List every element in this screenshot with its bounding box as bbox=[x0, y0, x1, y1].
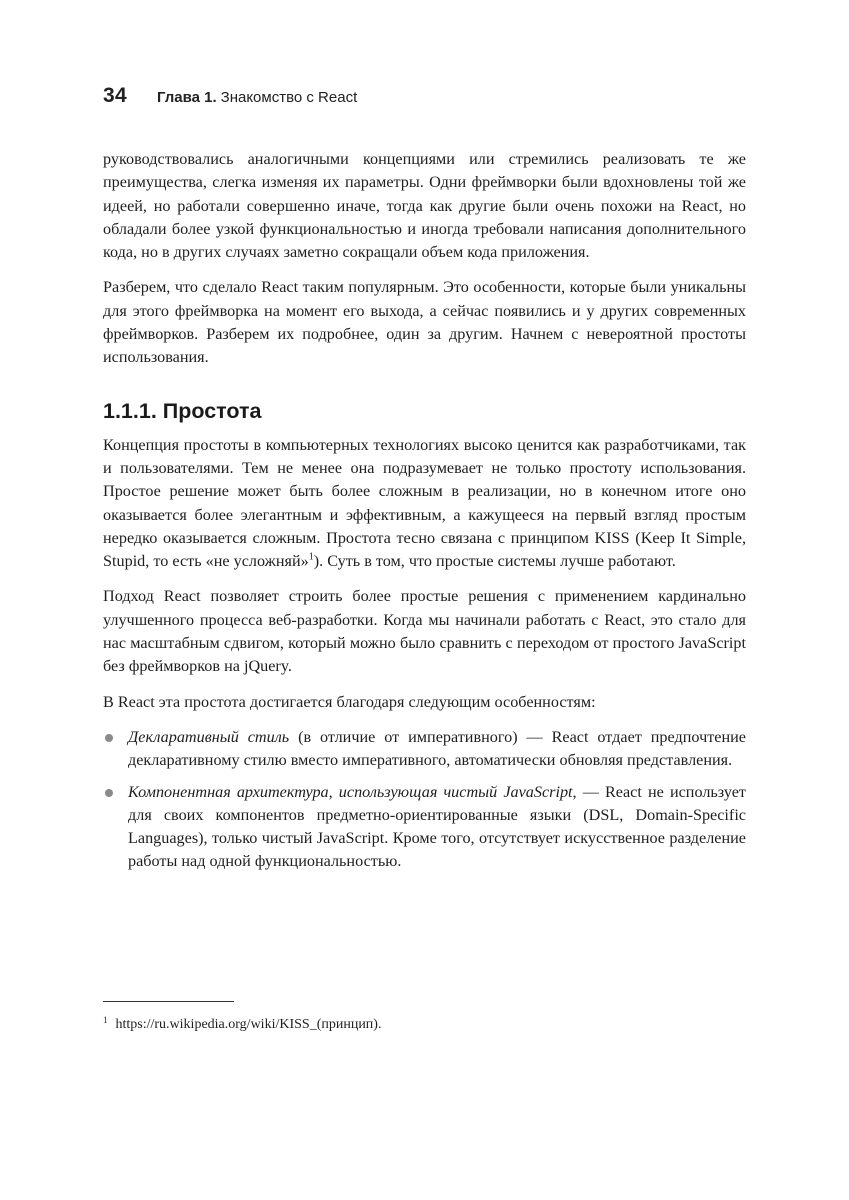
paragraph-5: В React эта простота достигается благодаря следующим особенностям: bbox=[103, 692, 596, 711]
chapter-label: Глава 1. bbox=[156, 89, 217, 106]
bullet-icon bbox=[105, 789, 113, 797]
running-header bbox=[103, 84, 357, 108]
bullet-icon bbox=[105, 734, 113, 742]
footnote-reference[interactable]: 1 bbox=[308, 551, 314, 563]
list-item-term: Декларативный стиль bbox=[128, 727, 290, 746]
paragraph-1: руководствовались аналогичными концепциями или стремились реализовать те же преимущества, слегка изменяя их параметры. Одни фреймворки были вдохновлены той же идеей, но работали совершенно иначе, тогда как другие были очень похожи на React, но обладали более узкой функциональностью и иногда требовали написания дополнительного кода, но в других случаях заметно сокращали объем кода приложения. bbox=[103, 150, 746, 262]
list-item-text: (в отличие от императивного) — React отдает предпочтение декларативному стилю вместо императивного, автоматически обновляя представления. bbox=[128, 727, 746, 770]
body-text bbox=[103, 148, 746, 882]
paragraph-3 bbox=[103, 434, 746, 574]
paragraph-2: Разберем, что сделало React таким популярным. Это особенности, которые были уникальны для этого фреймворка на момент его выхода, а сейчас появились и у других современных фреймворков. Разберем их подробнее, один за другим. Начнем с невероятной простоты использования. bbox=[103, 278, 746, 367]
feature-list bbox=[103, 726, 746, 874]
paragraph-4: Подход React позволяет строить более простые решения с применением кардинально улучшенного процесса веб-разработки. Когда мы начинали работать с React, это стало для нас масштабным сдвигом, который можно было сравнить с переходом от простого JavaScript без фреймворков на jQuery. bbox=[103, 587, 746, 676]
list-item bbox=[103, 781, 746, 874]
footnote-divider bbox=[103, 1001, 234, 1002]
list-item-term: Компонентная архитектура, использующая чистый JavaScript bbox=[128, 782, 573, 801]
page-number: 34 bbox=[103, 84, 127, 107]
footnote bbox=[103, 1011, 381, 1034]
list-item-text: , — React не использует для своих компонентов предметно-ориентированные языки (DSL, Domain-Specific Languages), только чистый JavaScript. Кроме того, отсутствует искусственное разделение работы над одной функциональностью. bbox=[128, 782, 746, 871]
chapter-title: Знакомство с React bbox=[220, 89, 358, 106]
paragraph-3-tail: ). Суть в том, что простые системы лучше работают. bbox=[313, 552, 676, 571]
paragraph-3-text: Концепция простоты в компьютерных технологиях высоко ценится как разработчиками, так и пользователями. Тем не менее она подразумевает не только простоту использования. Простое решение может быть более сложным в реализации, но в конечном итоге оно оказывается более элегантным и эффективным, а кажущееся на первый взгляд простым нередко оказывается сложным. Простота тесно связана с принципом KISS (Keep It Simple, Stupid, то есть «не усложняй» bbox=[103, 435, 746, 571]
list-item bbox=[103, 726, 746, 773]
footnote-mark: 1 bbox=[103, 1015, 108, 1025]
section-heading: 1.1.1. Простота bbox=[103, 398, 262, 423]
footnote-link[interactable]: https://ru.wikipedia.org/wiki/KISS_(принцип). bbox=[115, 1017, 382, 1032]
